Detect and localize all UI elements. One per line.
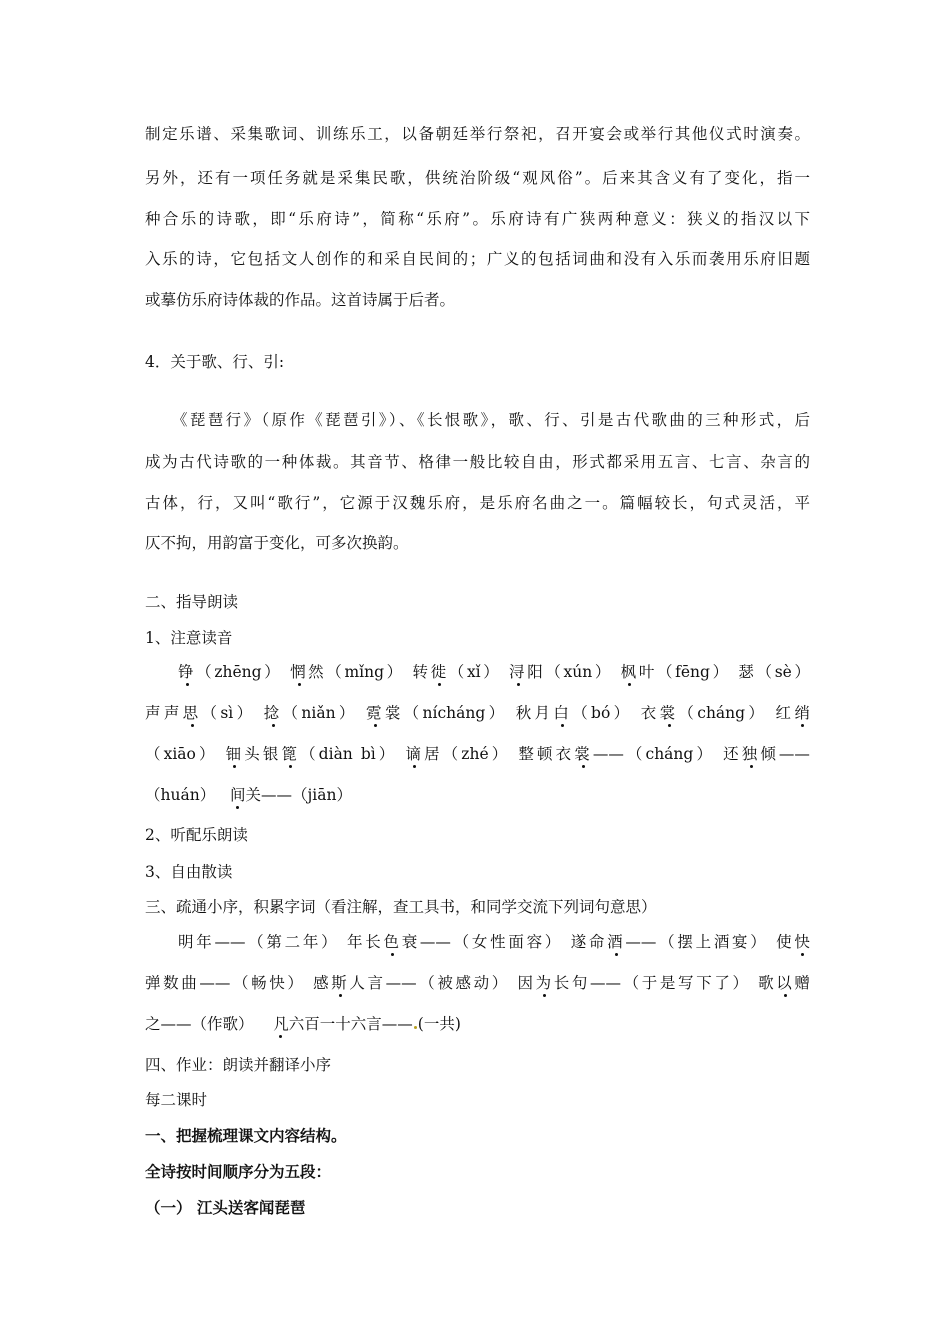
lesson-label: 每二课时 xyxy=(145,1091,208,1109)
emphasis-char: 霓 xyxy=(365,704,385,722)
emphasis-char: 快 xyxy=(794,933,810,951)
emphasis-char: 斯 xyxy=(331,974,350,992)
emphasis-char: 以 xyxy=(776,974,795,992)
paragraph-line: 古体，行，又叫“歌行”，它源于汉魏乐府，是乐府名曲之一。篇幅较长，句式灵活，平 xyxy=(145,494,810,512)
vocab-line: 明年——（第二年） 年长色衰——（女性面容） 遂命酒——（摆上酒宴） 使快 xyxy=(178,933,810,951)
section-title: 二、指导朗读 xyxy=(145,593,239,611)
paragraph-line: 仄不拘，用韵富于变化，可多次换韵。 xyxy=(145,534,409,552)
bold-heading: 全诗按时间顺序分为五段： xyxy=(145,1162,332,1181)
section-title: 四、作业：朗读并翻译小序 xyxy=(145,1056,332,1074)
paragraph-line: 《琵琶行》（原作《琵琶引》）、《长恨歌》，歌、行、引是古代歌曲的三种形式，后 xyxy=(172,411,810,429)
emphasis-char: 铮 xyxy=(178,663,197,681)
emphasis-char: 捻 xyxy=(263,704,283,722)
emphasis-char: 间 xyxy=(229,786,246,804)
emphasis-char: 凡 xyxy=(273,1015,289,1033)
bold-heading: （一） 江头送客闻琵琶 xyxy=(145,1198,306,1217)
emphasis-char: 色 xyxy=(383,933,402,951)
list-item: 2、听配乐朗读 xyxy=(145,826,248,844)
emphasis-char: 白 xyxy=(553,704,573,722)
emphasis-char: 徙 xyxy=(430,663,449,681)
pronunciation-line: （huán） 间关——（jiān） xyxy=(145,786,352,804)
emphasis-char: 裳 xyxy=(659,704,679,722)
paragraph-line: 种合乐的诗歌，即“乐府诗”，简称“乐府”。乐府诗有广狭两种意义：狭义的指汉以下 xyxy=(145,210,810,228)
section-title: 三、疏通小序，积累字词（看注解，查工具书，和同学交流下列词句意思） xyxy=(145,898,657,916)
pronunciation-line: 铮（zhēng） 惘然（mǐng） 转徙（xǐ） 浔阳（xún） 枫叶（fēng） 瑟（sè） xyxy=(178,663,810,681)
emphasis-char: 篦 xyxy=(281,745,301,763)
paragraph-line: 成为古代诗歌的一种体裁。其音节、格律一般比较自由，形式都采用五言、七言、杂言的 xyxy=(145,453,810,471)
vocab-line: 之——（作歌） 凡六百一十六言—— (一共) xyxy=(145,1015,461,1033)
emphasis-char: 钿 xyxy=(225,745,245,763)
emphasis-char: 绡 xyxy=(794,704,810,722)
emphasis-char: 谪 xyxy=(405,745,425,763)
list-item: 1、注意读音 xyxy=(145,629,233,647)
paragraph-line: 或摹仿乐府诗体裁的作品。这首诗属于后者。 xyxy=(145,291,456,309)
vocab-line: 弹数曲——（畅快） 感斯人言——（被感动） 因为长句——（于是写下了） 歌以赠 xyxy=(145,974,810,992)
pronunciation-line: （xiāo） 钿头银篦（diàn bì） 谪居（zhé） 整顿衣裳——（cháng） 还独倾—— xyxy=(145,745,810,763)
emphasis-char: 浔 xyxy=(509,663,528,681)
paragraph-line: 制定乐谱、采集歌词、训练乐工，以备朝廷举行祭祀，召开宴会或举行其他仪式时演奏。 xyxy=(145,125,810,143)
list-item: 3、自由散读 xyxy=(145,863,233,881)
pronunciation-line: 声声思（sì） 捻（niǎn） 霓裳（nícháng） 秋月白（bó） 衣裳（cháng） 红绡 xyxy=(145,704,810,722)
bold-heading: 一、把握梳理课文内容结构。 xyxy=(145,1126,347,1145)
paragraph-line: 另外，还有一项任务就是采集民歌，供统治阶级“观风俗”。后来其含义有了变化，指一 xyxy=(145,169,810,187)
section-heading: 4．关于歌、行、引: xyxy=(145,353,285,371)
emphasis-char: 枫 xyxy=(620,663,639,681)
emphasis-char: 酒 xyxy=(607,933,626,951)
marker-dot xyxy=(414,1026,417,1029)
emphasis-char: 裳 xyxy=(574,745,593,763)
emphasis-char: 独 xyxy=(741,745,761,763)
emphasis-char: 为 xyxy=(535,974,554,992)
emphasis-char: 思 xyxy=(182,704,202,722)
emphasis-char: 惘 xyxy=(289,663,309,681)
paragraph-line: 入乐的诗，它包括文人创作的和采自民间的；广义的包括词曲和没有入乐而袭用乐府旧题 xyxy=(145,250,810,268)
